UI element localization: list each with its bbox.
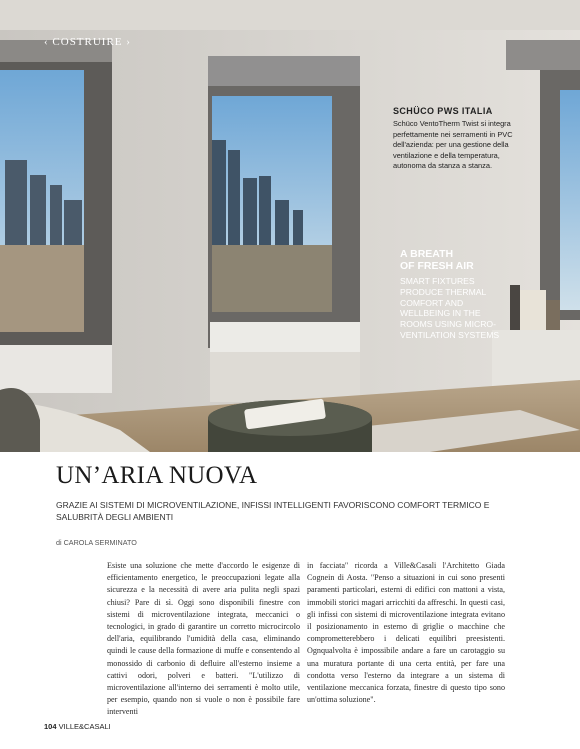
article-headline: UN’ARIA NUOVA <box>56 462 258 489</box>
english-caption-title-line2: OF FRESH AIR <box>400 260 474 272</box>
caption-text: Schüco VentoTherm Twist si integra perfettamente nei serramenti in PVC dell'azienda: per una gestione della ventilazione e della temperatura, autonoma da stanza a stanza. <box>393 119 513 171</box>
page-footer <box>44 722 111 731</box>
article-column-2: in facciata" ricorda a Ville&Casali l'Architetto Giada Cognein di Aosta. "Penso a situazioni in cui sono presenti paramenti particolari, esterni di edifici con mattoni a vista, immobili storici magari arricchiti da affreschi. In questi casi, gli infissi con sistemi di microventilazione integrata evitano il posizionamento in esterno di griglie o macchine che comprometterebbero i delicati equilibri preesistenti. Ognqualvolta è impossibile andare a fare un carotaggio su una muratura portante di una certa entità, per fare una condotta verso l'esterno da integrare a un sistema di ventilazione meccanica forzata, finestre di questo tipo sono un'ottima soluzione". <box>307 561 505 705</box>
article-column-1: Esiste una soluzione che mette d'accordo le esigenze di efficientamento energetico, le preoccupazioni legate alla sicurezza e la necessità di avere aria pulita negli spazi chiusi? Pare di sì. Oggi sono disponibili finestre con sistemi di microventilazione integrata, meccanici o tecnologici, in grado di garantire un corretto microcircolo dell'aria, equilibrando l'umidità della casa, eliminando quindi le cause della formazione di muffe e consentendo al monossido di carbonio di defluire all'esterno insieme a cattivi odori, polveri e batteri. "L'utilizzo di microventilazione all'interno dei serramenti è molto utile, per esempio, quando non si vuole o non è possibile fare interventi <box>107 561 300 717</box>
article-deck: GRAZIE AI SISTEMI DI MICROVENTILAZIONE, INFISSI INTELLIGENTI FAVORISCONO COMFORT TERMICO E SALUBRITÀ DEGLI AMBIENTI <box>56 500 490 522</box>
section-tag: ‹ COSTRUIRE › <box>44 36 131 48</box>
article-byline: di CAROLA SERMINATO <box>56 538 137 547</box>
caption-brand: SCHÜCO PWS ITALIA <box>393 106 493 116</box>
product-caption <box>393 106 523 172</box>
page-number: 104 <box>44 722 57 731</box>
english-caption-title-line1: A BREATH <box>400 248 454 260</box>
magazine-name: VILLE&CASALI <box>58 722 111 731</box>
english-caption-subtitle: SMART FIXTURES PRODUCE THERMAL COMFORT AND WELLBEING IN THE ROOMS USING MICRO-VENTILATION SYSTEMS <box>400 276 500 340</box>
english-caption <box>400 248 500 341</box>
